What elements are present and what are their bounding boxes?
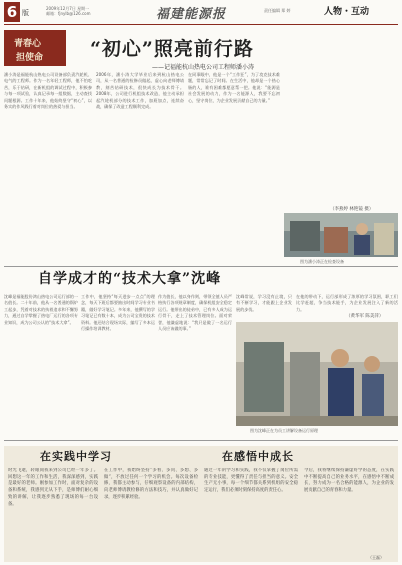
article2-title: 自学成才的“技术大拿”沈峰 — [38, 271, 222, 287]
article1-column-2: 2006年，潘小涛大学毕业后来到杭山热电公司，从一名普通的检修员做起，虚心向老师傅请教，刻苦钻研技术，很快成长为技术骨干。2008年，公司进行机组技术改造，他主动承担起汽轮机部分的技术工作，加班加点，连续奋战，确保了改造工程顺利完成。 — [96, 72, 184, 110]
article3-column-3: 通过一年的学习和实践，我不仅掌握了岗位所需的专业技能，更懂得了责任与担当的意义。安全生产无小事，每一个细节都关系到机组的安全稳定运行，我们必须时刻保持高度的责任心。 — [204, 468, 298, 494]
article2-photo-caption: 图为沈峰正在为员工讲解设备运行原理 — [250, 428, 318, 433]
article2-photo — [236, 322, 398, 426]
article3-column-1: 时光飞逝，转眼间我来到公司已经一年多了。回想这一年的工作和生活，我深深感到，实践是最好的老师。刚参加工作时，面对复杂的设备和系统，我感到无从下手，是师傅们耐心细致的讲解，让我逐步熟悉了现场的每一台设备。 — [8, 468, 98, 507]
article1-column-1: 潘小涛是福能杭山热电公司设备部负责汽轮机、电气的工程师。作为一名年轻工程师，他不怕吃苦，乐于钻研，在新机组的调试过程中，积极参与每一项试验，认真记录每一组数据，主动查找问题根源。工作十年来，他始终坚守“初心”，以务实的作风践行着对岗位的热爱与担当。 — [4, 72, 92, 110]
responsible-editor: 责任编辑 郑 婷 — [264, 8, 291, 13]
header-divider — [4, 24, 398, 25]
article2-column-5: 在他的带动下，运行部形成了浓厚的学习氛围，职工们比学赶超，争当技术能手，为企业发展注入了新的活力。 — [296, 294, 398, 312]
article2-column-3: 作为值长，他以身作则，带领全值人员严格执行各项规章制度，确保机组安全稳定运行。他带出的徒弟中，已有多人成为运行骨干，走上了技术管理岗位。面对荣誉，他谦虚地说：“我只是做了一名运行人员应该做的事。” — [158, 294, 232, 332]
article1-subtitle: ——记福能杭山热电公司工程师潘小涛 — [152, 64, 255, 71]
page-label: 版 — [22, 9, 29, 17]
article3-title-left: 在实践中学习 — [40, 450, 112, 463]
article2-column-2: 工作中，他坚持“每天进步一点点”的理念，每天下班后都要抽出时间学习专业书籍，做好学习笔记。多年来，他撰写的学习笔记已有数十本，成为公司宝贵的技术资料。他还结合现场实际，编写了多本运行操作培训教材。 — [81, 294, 155, 332]
section-name: 人物・互动 — [324, 7, 370, 17]
header-meta — [46, 6, 91, 16]
section-divider — [4, 266, 398, 267]
issue-date: 2009年12月7日 星期一 — [46, 6, 90, 11]
contact-email: 邮箱：fjnylb@126.com — [46, 11, 91, 16]
article1-photo-caption: 图为潘小涛正在检查设备 — [300, 259, 344, 264]
article1-title: “初心”照亮前行路 — [90, 38, 254, 60]
page-number: 6 — [4, 2, 20, 22]
banner-text-line1: 青春心 — [14, 39, 42, 49]
page-header — [0, 0, 402, 26]
article1-photo — [284, 213, 398, 257]
article2-byline: （黄华军 陈美萍） — [346, 314, 384, 319]
article3-column-2: 在工作中，我始终坚持“多看、多问、多想、多做”，不放过任何一个学习的机会。每次设备检修，我都主动参与，仔细观察设备的内部结构，向老师傅请教检修的方法和技巧，并认真做好记录，逐步积累经验。 — [104, 468, 198, 500]
article2-column-1: 沈峰是福能股份鸿山热电公司运行部的一名值长。二十年前，他从一名普通的锅炉工起步，凭着对技术的执着追求和不懈努力，通过自学掌握了热电厂运行的各项专业知识，成为公司公认的“技术大拿”。 — [4, 294, 78, 325]
article3-title-right: 在感悟中成长 — [222, 450, 294, 463]
banner-text-line2: 担使命 — [16, 53, 44, 63]
article1-byline: （李燕婷 林艳镜 摄） — [330, 207, 374, 212]
article3-column-4: 今后，我将继续保持谦虚好学的态度，在实践中不断提高自己的业务水平，在感悟中不断成长，努力成为一名合格的能源人，为企业的发展贡献自己的青春和力量。 — [304, 468, 394, 494]
article3-byline: （王磊） — [368, 555, 384, 560]
article2-column-4: 沈峰常说，学习没有止境，只有不断学习，才能跟上企业发展的步伐。 — [236, 294, 292, 312]
article1-column-3: 在同事眼中，他是一个“工作狂”，为了攻克技术难题，常常忘记了时间。在生活中，他却是一个热心肠的人，谁有困难都愿意帮一把。他说：“能源是社会发展的动力，作为一名能源人，我要不忘初心，坚守岗位，为企业发展贡献自己的力量。” — [188, 72, 280, 103]
masthead: 福建能源报 — [156, 7, 227, 22]
section-divider — [4, 440, 398, 441]
